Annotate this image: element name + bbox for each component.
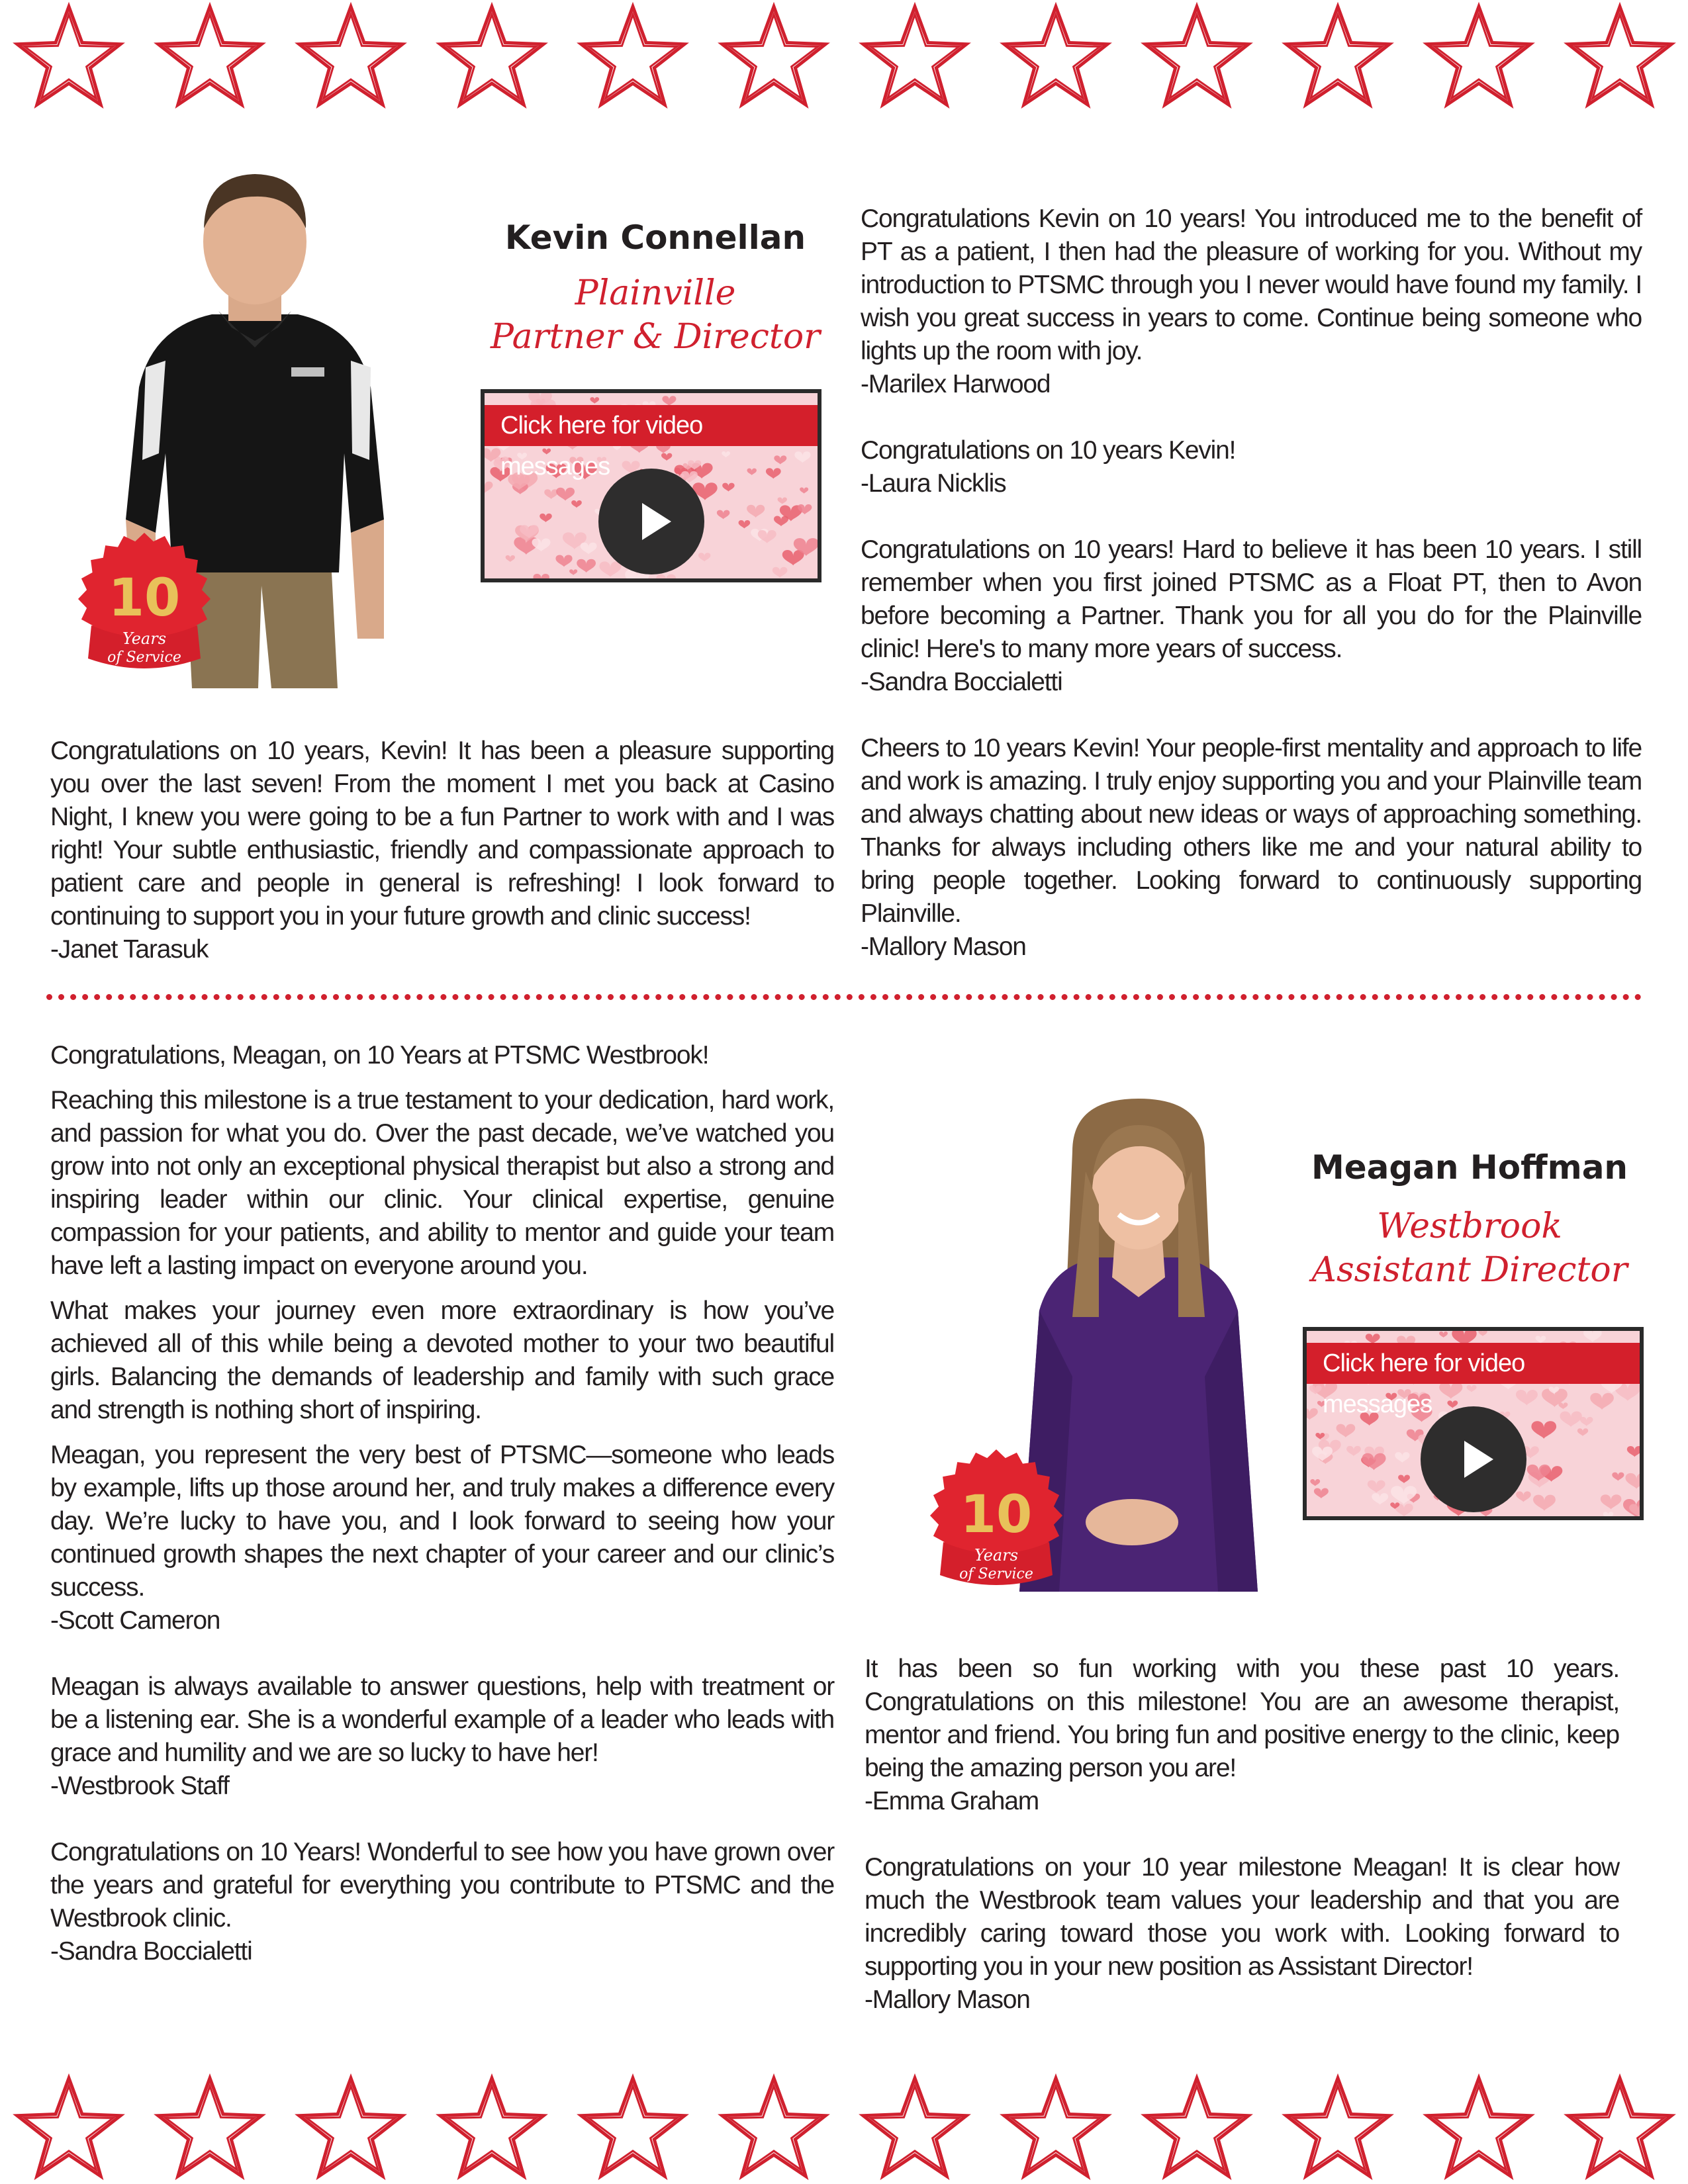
star-icon — [1427, 7, 1530, 105]
message-signature: -Mallory Mason — [861, 933, 1026, 961]
meagan-messages-left — [50, 1039, 834, 1968]
meagan-role-clinic: Westbrook — [1377, 1206, 1562, 1246]
star-icon — [581, 2078, 684, 2176]
star-icon — [299, 2078, 402, 2176]
meagan-role-title: Assistant Director — [1311, 1250, 1628, 1290]
message-signature: -Sandra Boccialetti — [861, 668, 1062, 696]
message-text: Reaching this milestone is a true testament to your dedication, hard work, and passion for what you do. Over the past decade, we’ve watched you grow into not only an exceptional physical therapist but also a strong and inspiring leader within our clinic. Your clinical expertise, genuine compassion for your patients, and ability to mentor and guide your team have left a lasting impact on everyone around you. — [50, 1086, 834, 1280]
message-text: Congratulations on your 10 year milestone Meagan! It is clear how much the Westbrook team values your leadership and that you are incredibly caring toward those you work with. Looking forward to supporting you in your new position as Assistant Director! — [865, 1853, 1619, 1981]
message-text: Congratulations on 10 years! Hard to believe it has been 10 years. I still remember when you first joined PTSMC as a Float PT, then to Avon before becoming a Partner. Thank you for all you do for the Plainville clinic! Here's to many more years of success. — [861, 535, 1642, 663]
message-signature: -Mallory Mason — [865, 1985, 1030, 2014]
section-divider — [46, 994, 1642, 1000]
bottom-star-border — [0, 2071, 1688, 2184]
star-icon — [722, 7, 825, 105]
meagan-heading: Congratulations, Meagan, on 10 Years at PTSMC Westbrook! — [50, 1041, 709, 1069]
message-signature: -Emma Graham — [865, 1787, 1039, 1815]
kevin-role-title: Partner & Director — [490, 317, 820, 357]
message-text: Congratulations on 10 years, Kevin! It has been a pleasure supporting you over the last seven! From the moment I met you back at Casino Night, I knew you were going to be a fun Partner to work with and I was right! Your subtle enthusiastic, friendly and compassionate approach to patient care and people in general is refreshing! I look forward to continuing to support you in your future growth and clinic success! — [50, 737, 834, 931]
star-icon — [1427, 2078, 1530, 2176]
star-icon — [581, 7, 684, 105]
star-icon — [299, 7, 402, 105]
message-signature: -Laura Nicklis — [861, 469, 1006, 498]
svg-text:of Service: of Service — [107, 649, 181, 666]
kevin-messages-right — [861, 203, 1642, 964]
svg-text:Years: Years — [122, 629, 167, 648]
meagan-name: Meagan Hoffman — [1311, 1148, 1628, 1187]
kevin-video-messages-button[interactable] — [481, 389, 821, 582]
kevin-role-clinic: Plainville — [575, 273, 736, 313]
play-icon[interactable] — [1421, 1406, 1526, 1512]
star-icon — [17, 7, 120, 105]
star-icon — [863, 7, 966, 105]
star-icon — [1286, 2078, 1389, 2176]
meagan-messages-right — [865, 1653, 1619, 2017]
star-icon — [158, 7, 261, 105]
message-text: Congratulations Kevin on 10 years! You introduced me to the benefit of PT as a patient, I then had the pleasure of working for you. Without my introduction to PTSMC through you I never would have found my family. I wish you great success in years to come. Continue being someone who lights up the room with joy. — [861, 205, 1642, 365]
star-icon — [1145, 7, 1248, 105]
kevin-name: Kevin Connellan — [504, 218, 806, 257]
star-icon — [722, 2078, 825, 2176]
message-signature: -Scott Cameron — [50, 1606, 220, 1635]
meagan-role — [1284, 1205, 1655, 1292]
top-star-border — [0, 0, 1688, 113]
star-icon — [158, 2078, 261, 2176]
star-icon — [1568, 2078, 1671, 2176]
message-text: What makes your journey even more extraordinary is how you’ve achieved all of this while being a devoted mother to your two beautiful girls. Balancing the demands of leadership and family with such grace and strength is nothing short of inspiring. — [50, 1297, 834, 1424]
svg-text:of Service: of Service — [959, 1566, 1033, 1582]
message-signature: -Sandra Boccialetti — [50, 1937, 252, 1966]
message-text: Congratulations on 10 years Kevin! — [861, 436, 1236, 465]
play-icon[interactable] — [598, 469, 704, 574]
star-icon — [440, 7, 543, 105]
message-text: It has been so fun working with you these past 10 years. Congratulations on this milestone! You are an awesome therapist, mentor and friend. You bring fun and positive energy to the clinic, keep being the amazing person you are! — [865, 1655, 1619, 1782]
video-messages-label: Click here for video messages — [485, 405, 818, 446]
meagan-video-messages-button[interactable] — [1303, 1327, 1644, 1520]
star-icon — [17, 2078, 120, 2176]
star-icon — [1145, 2078, 1248, 2176]
star-icon — [1004, 7, 1107, 105]
meagan-10-years-badge — [923, 1443, 1069, 1602]
message-signature: -Janet Tarasuk — [50, 935, 209, 964]
star-icon — [440, 2078, 543, 2176]
video-messages-label: Click here for video messages — [1307, 1343, 1640, 1384]
svg-text:Years: Years — [974, 1546, 1019, 1565]
star-icon — [863, 2078, 966, 2176]
kevin-10-years-badge — [71, 526, 217, 685]
kevin-message-left — [50, 735, 834, 966]
badge-number: 10 — [108, 569, 181, 628]
message-text: Congratulations on 10 Years! Wonderful to see how you have grown over the years and grateful for everything you contribute to PTSMC and the Westbrook clinic. — [50, 1838, 834, 1933]
message-signature: -Westbrook Staff — [50, 1772, 229, 1800]
star-icon — [1286, 7, 1389, 105]
badge-number: 10 — [960, 1485, 1033, 1545]
kevin-role — [463, 271, 847, 359]
message-text: Meagan, you represent the very best of PTSMC—someone who leads by example, lifts up those around her, and truly makes a difference every day. We’re lucky to have you, and I look forward to seeing how your continued growth shapes the next chapter of your career and our clinic’s success. — [50, 1441, 834, 1602]
message-signature: -Marilex Harwood — [861, 370, 1051, 398]
star-icon — [1568, 7, 1671, 105]
star-icon — [1004, 2078, 1107, 2176]
message-text: Meagan is always available to answer questions, help with treatment or be a listening ear. She is a wonderful example of a leader who leads with grace and humility and we are so lucky to have her! — [50, 1672, 834, 1767]
message-text: Cheers to 10 years Kevin! Your people-first mentality and approach to life and work is amazing. I truly enjoy supporting you and your Plainville team and always chatting about new ideas or ways of approaching something. Thanks for always including others like me and your natural ability to bring people together. Looking forward to continuously supporting Plainville. — [861, 734, 1642, 928]
